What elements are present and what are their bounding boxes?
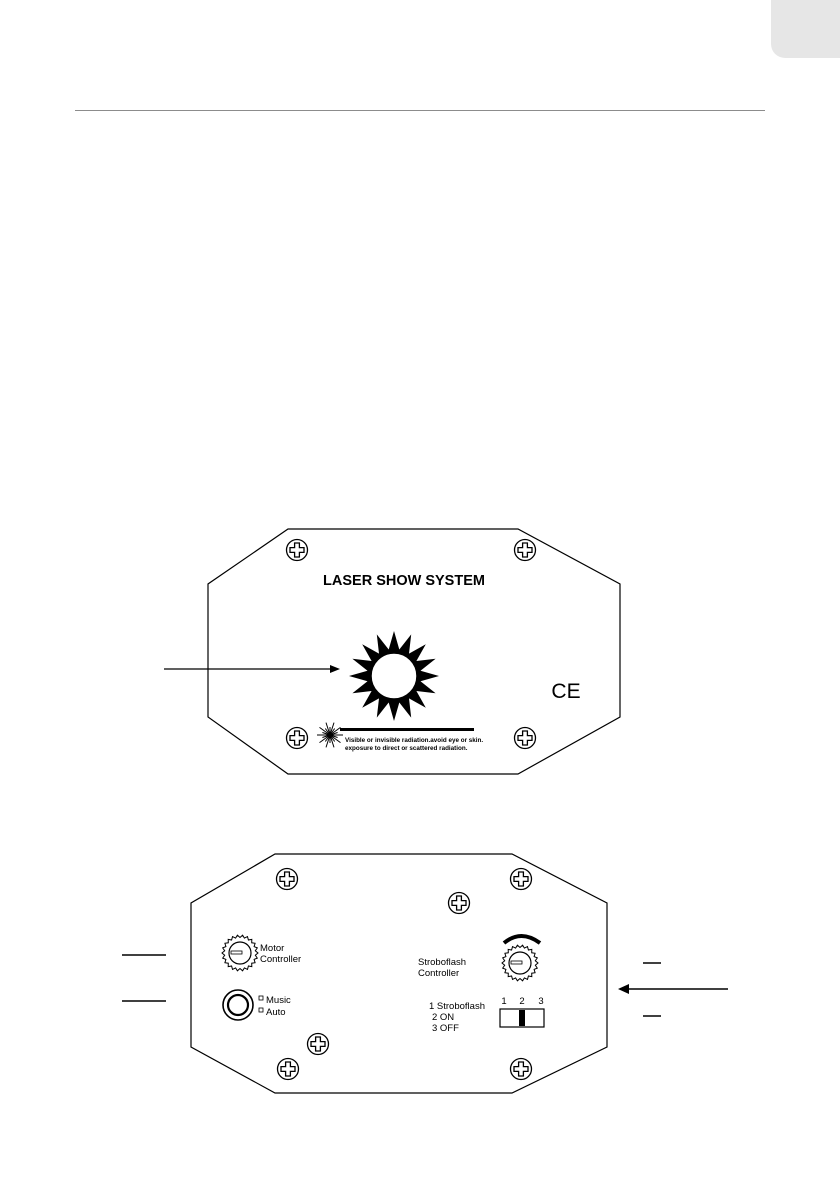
rear-panel-outline — [191, 854, 607, 1093]
mode-auto-label: Auto — [266, 1007, 286, 1018]
strobe-label-line1: Stroboflash — [418, 957, 467, 968]
screw-icon — [287, 540, 308, 561]
switch-position-1: 1 — [501, 996, 507, 1007]
screw-icon — [515, 540, 536, 561]
switch-option-1: 1 Stroboflash — [429, 1001, 485, 1012]
motor-label-line1: Motor — [260, 943, 285, 954]
switch-position-3: 3 — [538, 996, 544, 1007]
laser-aperture — [371, 653, 417, 699]
screw-icon — [277, 869, 298, 890]
warning-text-line2: exposure to direct or scattered radiation. — [345, 745, 468, 752]
strobe-label-line2: Controller — [418, 968, 460, 979]
screw-icon — [278, 1059, 299, 1080]
mode-music-label: Music — [266, 995, 291, 1006]
screw-icon — [449, 893, 470, 914]
motor-label-line2: Controller — [260, 954, 302, 965]
three-position-switch[interactable] — [500, 1009, 544, 1027]
ce-mark: CE — [551, 680, 581, 703]
switch-option-3: 3 OFF — [432, 1023, 459, 1034]
warning-text-line1: Visible or invisible radiation.avoid eye or skin. — [345, 737, 484, 744]
warning-bar — [340, 728, 474, 731]
music-auto-button[interactable] — [223, 990, 253, 1020]
screw-icon — [515, 728, 536, 749]
front-panel-title: LASER SHOW SYSTEM — [323, 573, 485, 589]
switch-option-2: 2 ON — [432, 1012, 455, 1023]
rear-panel-arrow — [618, 984, 728, 994]
screw-icon — [511, 1059, 532, 1080]
screw-icon — [287, 728, 308, 749]
rear-panel — [191, 854, 607, 1093]
screw-icon — [308, 1034, 329, 1055]
switch-slider[interactable] — [519, 1010, 525, 1026]
screw-icon — [511, 869, 532, 890]
switch-position-2: 2 — [519, 996, 525, 1007]
front-panel — [208, 529, 620, 774]
